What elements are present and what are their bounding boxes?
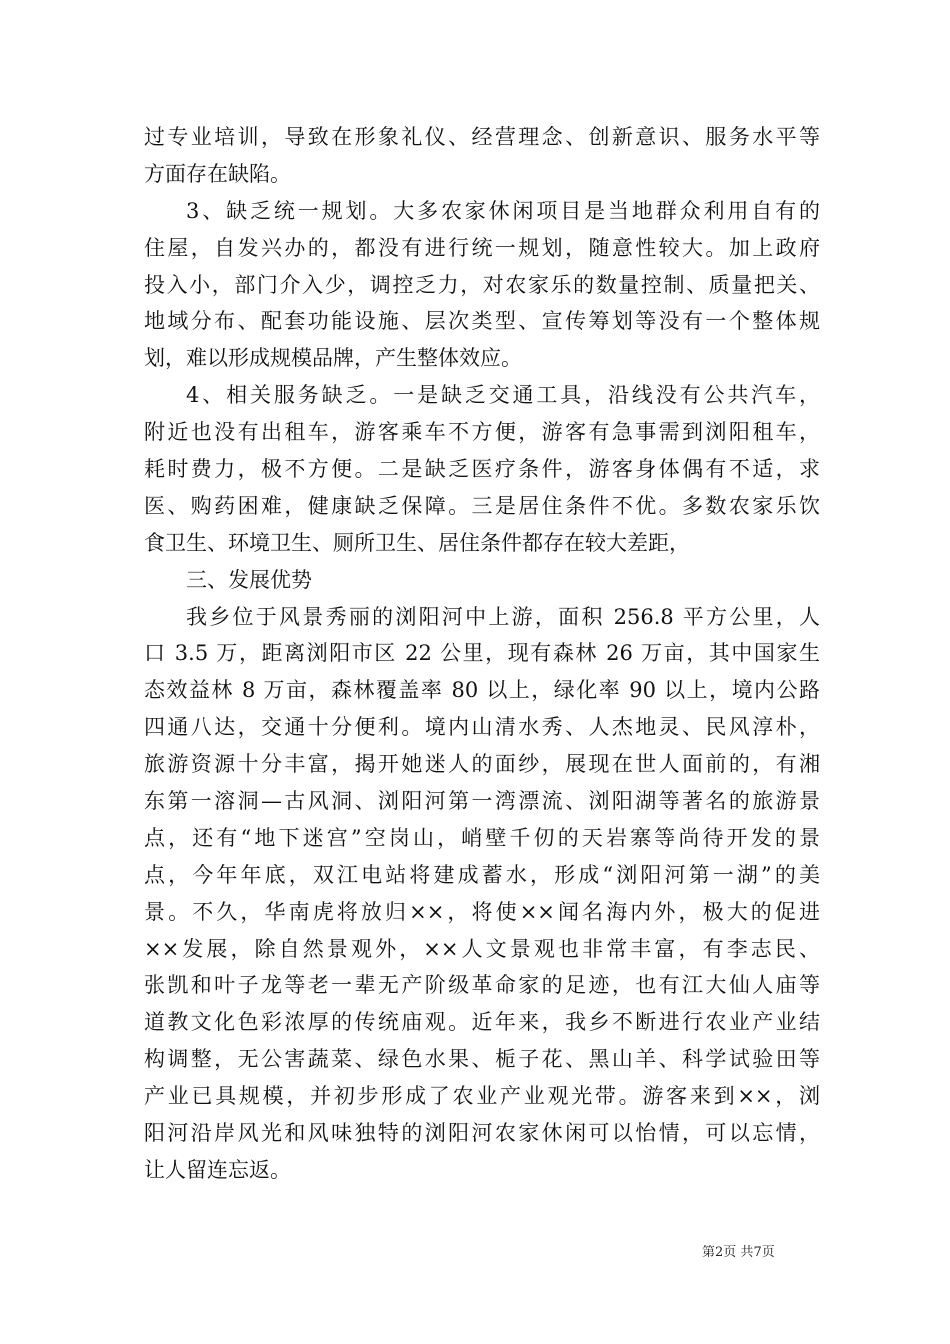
paragraph-advantages — [144, 599, 820, 1189]
text-line: 态效益林 8 万亩，森林覆盖率 80 以上，绿化率 90 以上，境内公路 — [144, 678, 820, 703]
text-line: 4、相关服务缺乏。一是缺乏交通工具，沿线没有公共汽车， — [186, 383, 820, 408]
text-line: 东第一溶洞—古风洞、浏阳河第一湾漂流、浏阳湖等著名的旅游景 — [144, 789, 820, 814]
text-line: 点，还有“地下迷宫”空岗山，峭壁千仞的天岩寨等尚待开发的景 — [144, 825, 820, 850]
text-line: 四通八达，交通十分便利。境内山清水秀、人杰地灵、民风淳朴， — [144, 715, 820, 740]
footer-prefix: 第 — [702, 1245, 716, 1260]
footer-middle: 页 共 — [723, 1245, 754, 1260]
section-heading-text: 三、发展优势 — [186, 567, 312, 592]
paragraph-item-3 — [144, 193, 820, 377]
footer-suffix: 页 — [761, 1245, 775, 1260]
paragraph-item-4 — [144, 377, 820, 561]
text-line: 阳河沿岸风光和风味独特的浏阳河农家休闲可以怡情，可以忘情， — [144, 1121, 820, 1146]
text-line: ××发展，除自然景观外，××人文景观也非常丰富，有李志民、 — [144, 936, 820, 961]
text-line: 产业已具规模，并初步形成了农业产业观光带。游客来到××，浏 — [144, 1084, 820, 1109]
total-pages-number: 7 — [753, 1245, 762, 1260]
text-line: 让人留连忘返。 — [144, 1157, 291, 1182]
current-page-number: 2 — [715, 1245, 724, 1260]
text-line: 食卫生、环境卫生、厕所卫生、居住条件都存在较大差距， — [144, 530, 690, 555]
text-line: 医、购药困难，健康缺乏保障。三是居住条件不优。多数农家乐饮 — [144, 493, 820, 518]
text-line: 我乡位于风景秀丽的浏阳河中上游，面积 256.8 平方公里，人 — [186, 604, 820, 629]
text-line: 方面存在缺陷。 — [144, 161, 291, 186]
text-line: 划，难以形成规模品牌，产生整体效应。 — [144, 346, 522, 371]
text-line: 道教文化色彩浓厚的传统庙观。近年来，我乡不断进行农业产业结 — [144, 1010, 820, 1035]
text-line: 口 3.5 万，距离浏阳市区 22 公里，现有森林 26 万亩，其中国家生 — [144, 641, 820, 666]
text-line: 耗时费力，极不方便。二是缺乏医疗条件，游客身体偶有不适，求 — [144, 457, 820, 482]
section-heading — [144, 562, 820, 599]
document-body — [144, 119, 820, 1189]
page-footer — [702, 1244, 812, 1262]
text-line: 旅游资源十分丰富，揭开她迷人的面纱，展现在世人面前的，有湘 — [144, 752, 820, 777]
paragraph-continued — [144, 119, 820, 193]
text-line: 3、缺乏统一规划。大多农家休闲项目是当地群众利用自有的 — [186, 198, 820, 223]
text-line: 构调整，无公害蔬菜、绿色水果、栀子花、黑山羊、科学试验田等 — [144, 1047, 820, 1072]
text-line: 点，今年年底，双江电站将建成蓄水，形成“浏阳河第一湖”的美 — [144, 862, 820, 887]
text-line: 附近也没有出租车，游客乘车不方便，游客有急事需到浏阳租车， — [144, 420, 820, 445]
text-line: 张凯和叶子龙等老一辈无产阶级革命家的足迹，也有江大仙人庙等 — [144, 973, 820, 998]
text-line: 投入小，部门介入少，调控乏力，对农家乐的数量控制、质量把关、 — [144, 272, 820, 297]
text-line: 过专业培训，导致在形象礼仪、经营理念、创新意识、服务水平等 — [144, 125, 820, 149]
text-line: 地域分布、配套功能设施、层次类型、宣传筹划等没有一个整体规 — [144, 309, 820, 334]
text-line: 住屋，自发兴办的，都没有进行统一规划，随意性较大。加上政府 — [144, 235, 820, 260]
text-line: 景。不久，华南虎将放归××，将使××闻名海内外，极大的促进 — [144, 899, 820, 924]
